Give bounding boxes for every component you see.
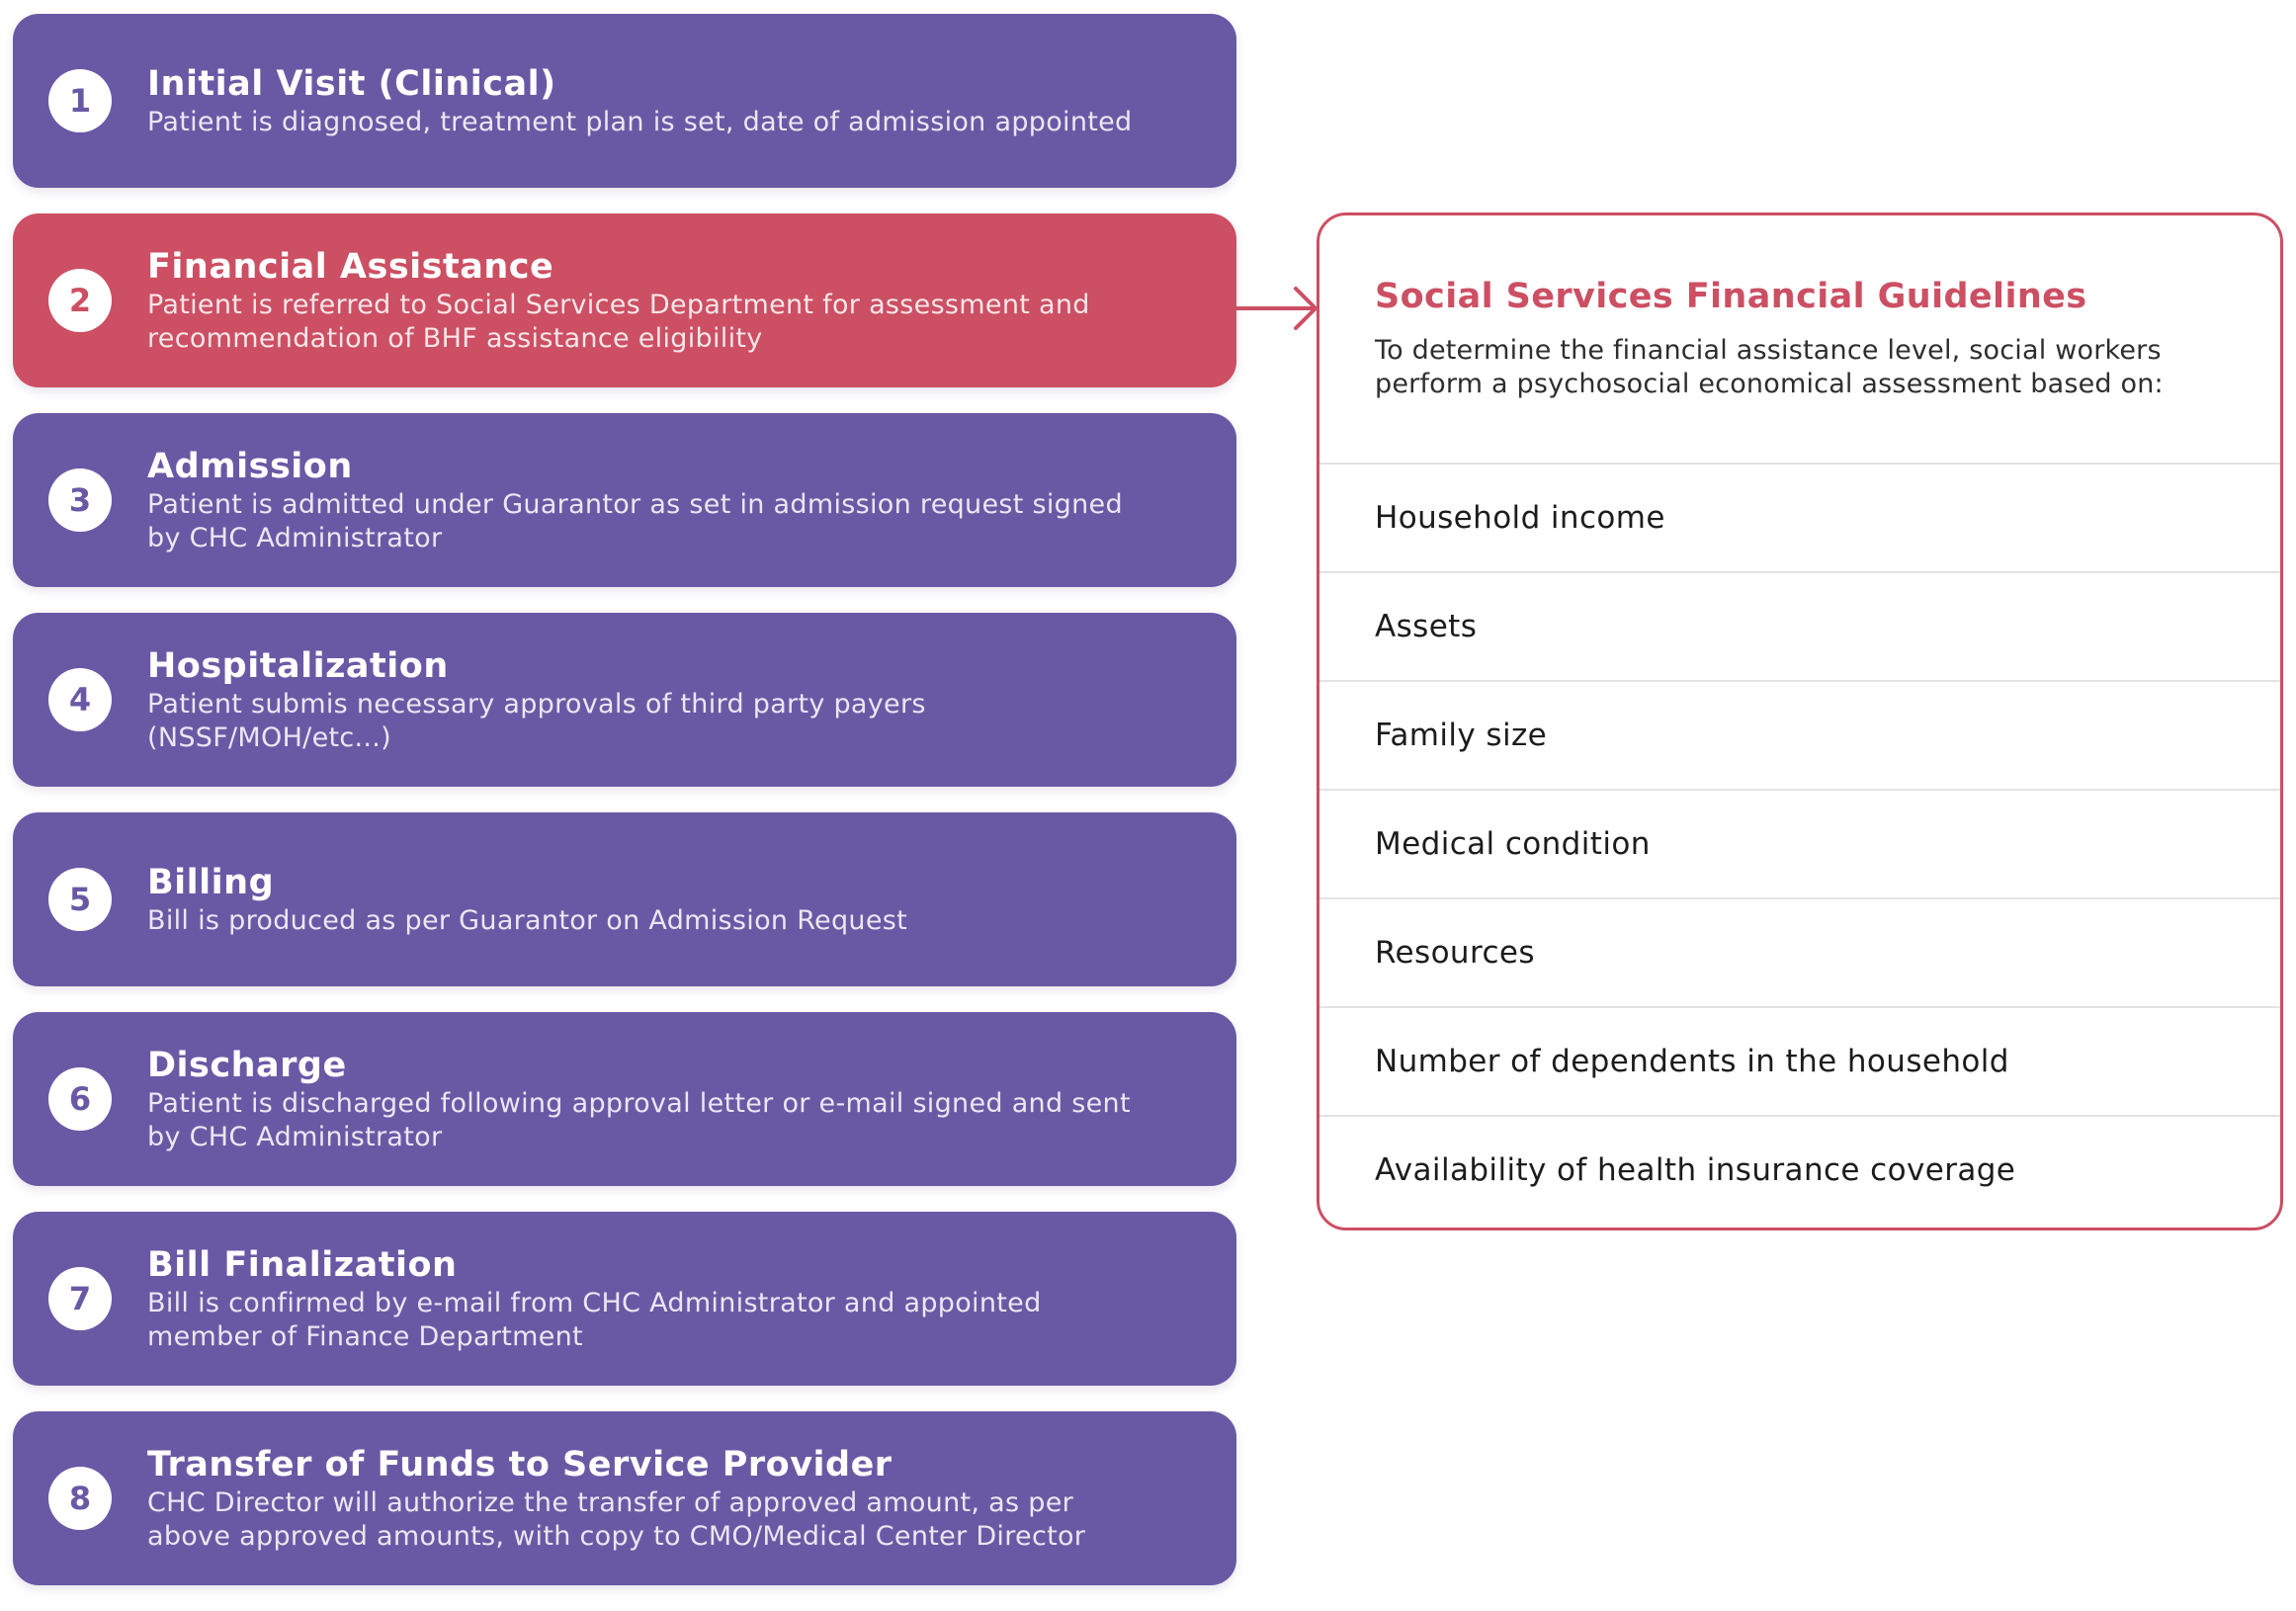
criteria-list: [1319, 463, 2280, 1226]
step-text: [147, 1012, 1148, 1186]
step-description: Patient is referred to Social Services Department for assessment and recommendation of BHF assistance eligibility: [147, 290, 1090, 354]
guidelines-intro: To determine the financial assistance level, social workers perform a psychosocial economical assessment based on:: [1375, 335, 2164, 399]
criterion-resources: Resources: [1319, 899, 2280, 1008]
criterion-assets: Assets: [1319, 573, 2280, 682]
step-number-badge: 5: [48, 868, 112, 931]
criterion-medical-condition: Medical condition: [1319, 791, 2280, 899]
step-number-badge: 1: [48, 69, 112, 132]
criterion-household-income: Household income: [1319, 465, 2280, 573]
step-description: Patient is diagnosed, treatment plan is set, date of admission appointed: [147, 107, 1133, 137]
step-2-financial-assistance: [13, 213, 1236, 387]
step-text: [147, 1212, 1148, 1386]
step-title: Admission: [147, 447, 353, 486]
step-description: CHC Director will authorize the transfer of approved amount, as per above approved amounts, with copy to CMO/Medical Center Director: [147, 1487, 1086, 1552]
step-1-initial-visit: [13, 14, 1236, 188]
step-title: Bill Finalization: [147, 1245, 458, 1285]
process-steps: [13, 14, 1236, 1611]
criterion-dependents: Number of dependents in the household: [1319, 1008, 2280, 1117]
step-description: Bill is confirmed by e-mail from CHC Administrator and appointed member of Finance Department: [147, 1288, 1042, 1352]
step-number-badge: 4: [48, 668, 112, 731]
step-title: Transfer of Funds to Service Provider: [147, 1445, 893, 1484]
step-number-badge: 8: [48, 1467, 112, 1530]
step-text: [147, 213, 1148, 387]
step-text: [147, 613, 1148, 787]
guidelines-header: [1319, 215, 2280, 463]
criterion-health-insurance: Availability of health insurance coverage: [1375, 1152, 2016, 1188]
step-title: Hospitalization: [147, 646, 449, 686]
step-6-discharge: [13, 1012, 1236, 1186]
step-number-badge: 6: [48, 1067, 112, 1131]
guidelines-title: Social Services Financial Guidelines: [1375, 277, 2087, 316]
step-title: Initial Visit (Clinical): [147, 64, 556, 104]
guidelines-panel: [1317, 212, 2283, 1230]
step-title: Financial Assistance: [147, 247, 554, 287]
step-4-hospitalization: [13, 613, 1236, 787]
criterion-family-size: Family size: [1319, 682, 2280, 791]
step-text: [147, 812, 1148, 986]
step-number-badge: 2: [48, 269, 112, 332]
step-text: [147, 413, 1148, 587]
step-title: Billing: [147, 863, 275, 902]
step-number-badge: 7: [48, 1267, 112, 1330]
step-number-badge: 3: [48, 468, 112, 532]
step-description: Bill is produced as per Guarantor on Admission Request: [147, 905, 907, 936]
step-text: [147, 14, 1148, 188]
arrow-right-icon: [1236, 285, 1319, 332]
step-8-transfer-of-funds: [13, 1411, 1236, 1585]
step-description: Patient is admitted under Guarantor as set in admission request signed by CHC Administrator: [147, 489, 1123, 553]
step-description: Patient submis necessary approvals of third party payers (NSSF/MOH/etc...): [147, 689, 926, 753]
step-5-billing: [13, 812, 1236, 986]
step-description: Patient is discharged following approval letter or e-mail signed and sent by CHC Administrator: [147, 1088, 1131, 1152]
step-7-bill-finalization: [13, 1212, 1236, 1386]
step-title: Discharge: [147, 1046, 347, 1085]
step-text: [147, 1411, 1148, 1585]
step-3-admission: [13, 413, 1236, 587]
